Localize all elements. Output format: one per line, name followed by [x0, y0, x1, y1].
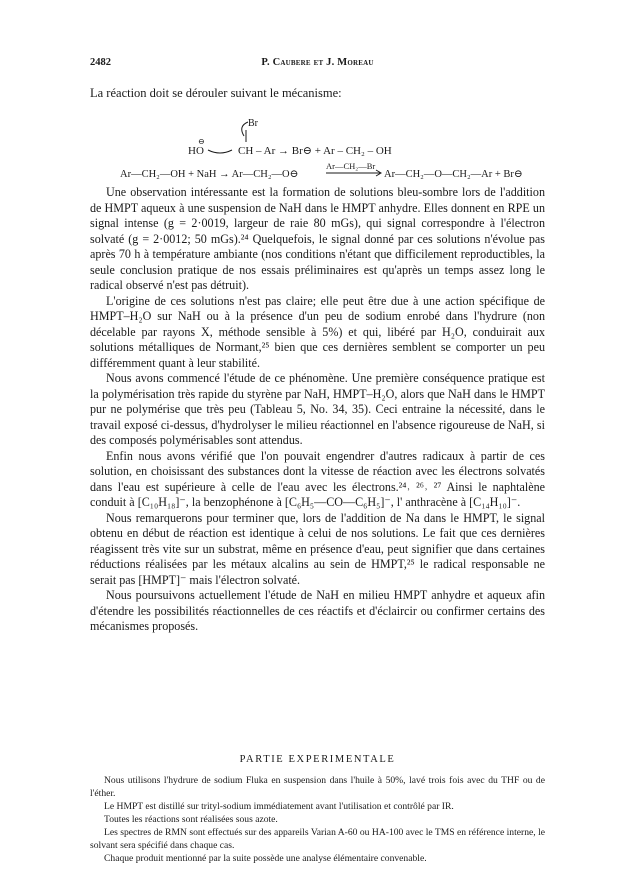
mechanism-line2-part1: Ar—CH₂—OH + NaH → Ar—CH₂—O⊖ — [120, 169, 299, 180]
arrow-label: Ar—CH₂—Br — [326, 161, 376, 171]
intro-line: La réaction doit se dérouler suivant le mécanisme: — [90, 86, 342, 100]
experimental-paragraph: Toutes les réactions sont réalisées sous azote. — [104, 814, 278, 825]
page-header — [90, 57, 545, 73]
section-title: PARTIE EXPERIMENTALE — [239, 754, 396, 765]
paragraph: Enfin nous avons vérifié que l'on pouvait engendrer d'autres radicaux à partir de ces solution, en choisissant des substances dont la vitesse de réaction avec les électrons solvatés dans l'eau est supérieure à celle de l'eau avec les électrons.²⁴˒ ²⁶˒ ²⁷ Ainsi le naphtalène conduit à [C₁₀H₁₈]⁻, la benzophénone à [C₆H₅—CO—C₆H₅]⁻, l' anthracène à [C₁₄H₁₀]⁻. — [90, 448, 545, 509]
mechanism-equation-2 — [90, 160, 545, 182]
body-text — [90, 185, 545, 635]
experimental-paragraph: Nous utilisons l'hydrure de sodium Fluka en suspension dans l'huile à 50%, lavé trois fois avec du THF ou de l'éther. — [90, 775, 545, 799]
attack-arrow-icon — [208, 150, 232, 153]
experimental-text — [90, 774, 545, 865]
paragraph: Nous avons commencé l'étude de ce phénomène. Une première conséquence pratique est la polymérisation très rapide du styrène par NaH, HMPT–H₂O, alors que NaH dans le HMPT pur ne polymérise que très peu (Tableau 5, No. 34, 35). Ceci entraine la nécessité, dans le travail exposé ci-dessus, d'hydrolyser le milieu réactionnel en l'absence rigoureuse de NaH, si des composés polymérisables sont attendus. — [90, 371, 545, 447]
page-number: 2482 — [90, 57, 111, 68]
experimental-paragraph: Chaque produit mentionné par la suite possède une analyse élémentaire convenable. — [104, 853, 427, 864]
experimental-paragraph: Le HMPT est distillé sur trityl-sodium immédiatement avant l'utilisation et contrôlé par IR. — [104, 801, 454, 812]
paragraph: Nous poursuivons actuellement l'étude de NaH en milieu HMPT anhydre et aqueux afin d'étendre les possibilités réactionnelles de ces réactifs et d'éclaircir ou confirmer certains des mécanismes proposés. — [90, 588, 545, 633]
hydroxide-label: HO — [188, 145, 204, 157]
mechanism-equation-1 — [188, 116, 468, 160]
paragraph: Nous remarquerons pour terminer que, lors de l'addition de Na dans le HMPT, le signal obtenu en début de réaction est identique à celui de nos solutions. Le fait que ces dernières réagissent très vite sur un substrat, même en présence d'eau, peut signifier que dans certaines réductions réalisées par les métaux alcalins au sein de HMPT,²⁵ le radical responsable ne serait pas [HMPT]⁻ mais l'électron solvaté. — [90, 510, 545, 587]
paragraph: Une observation intéressante est la formation de solutions bleu-sombre lors de l'addition de HMPT aqueux à une suspension de NaH dans le HMPT anhydre. Elles donnent en RPE un signal intense (g = 2·0019, largeur de raie 80 mGs), qui signal correspondre à l'électron solvaté (g = 2·0012; 50 mGs).²⁴ Quelquefois, le signal donné par ces solutions n'évolue pas après 70 h à température ambiante (nos conditions n'étant que difficilement reproductibles, la seule conclusion pratique de nos essais préliminaires est qu'après un temps assez long le radical observé n'est pas détruit). — [90, 185, 545, 292]
bromine-label: Br — [248, 118, 258, 129]
paragraph: L'origine de ces solutions n'est pas claire; elle peut être due à une action spécifique de HMPT–H₂O sur NaH ou à la présence d'un peu de sodium enrobé dans l'hydrure (non décelable par rayons X, méthode sensible à 5%) et qui, libéré par H₂O, conduirait aux solutions métalliques de Normant,²⁵ bien que ces dernières semblent se comporter un peu différemment quant à leur stabilité. — [90, 293, 545, 370]
running-title: P. Caubere et J. Moreau — [261, 57, 374, 68]
mechanism-right: CH – Ar → Br⊖ + Ar – CH₂ – OH — [238, 145, 392, 157]
charge-label: ⊖ — [198, 137, 205, 146]
experimental-paragraph: Les spectres de RMN sont effectués sur des appareils Varian A-60 ou HA-100 avec le TMS en référence interne, le solvant sera spécifié dans chaque cas. — [90, 827, 545, 851]
mechanism-line2-part2: Ar—CH₂—O—CH₂—Ar + Br⊖ — [384, 169, 523, 180]
